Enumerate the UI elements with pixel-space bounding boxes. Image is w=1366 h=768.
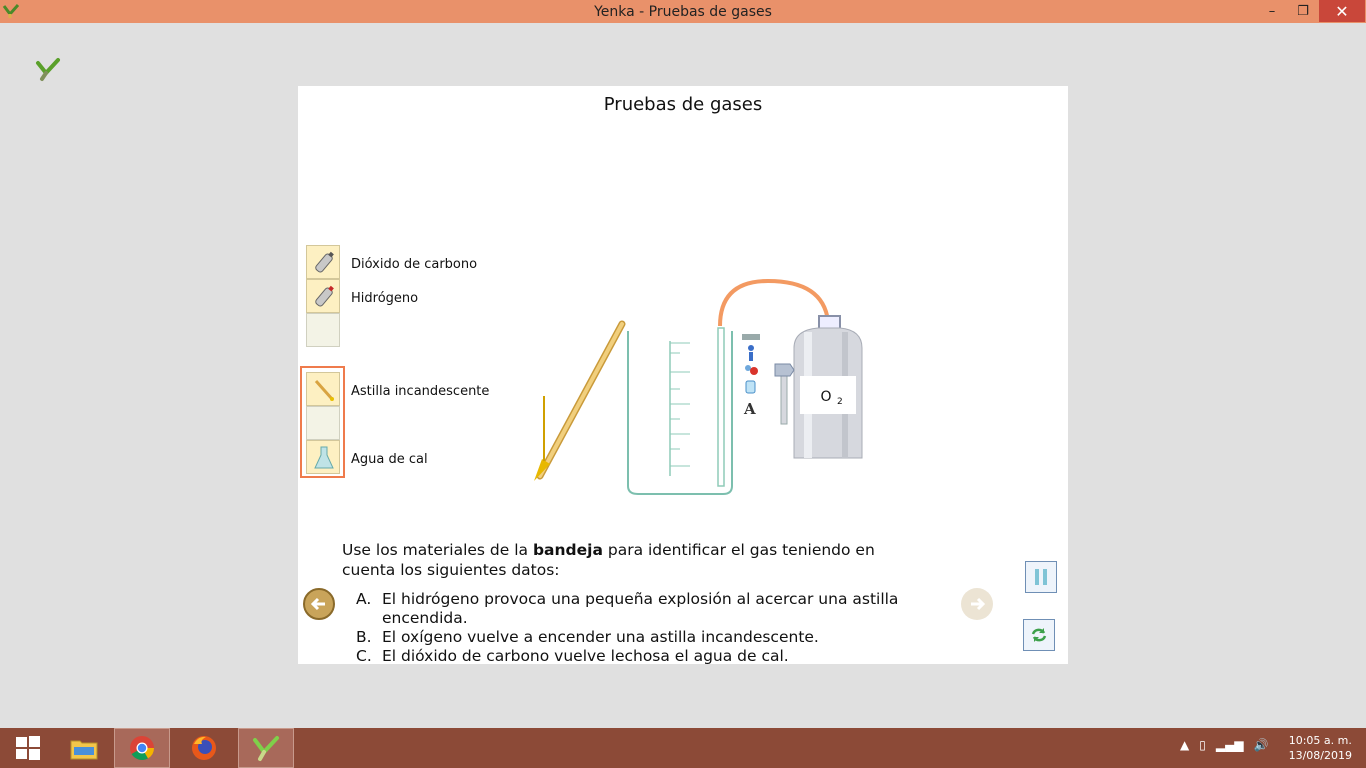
water-trough[interactable] bbox=[628, 331, 732, 494]
close-button[interactable]: ✕ bbox=[1319, 0, 1365, 22]
beaker-icon[interactable] bbox=[746, 381, 755, 393]
gas-cylinder-red-icon bbox=[307, 280, 341, 314]
taskbar-file-explorer[interactable] bbox=[56, 728, 112, 768]
volume-icon[interactable]: 🔊 bbox=[1253, 738, 1269, 752]
tray-slot-splint[interactable] bbox=[306, 372, 340, 406]
flask-icon bbox=[307, 441, 341, 475]
tray-slot-empty-2[interactable] bbox=[306, 406, 340, 440]
tray-label-splint: Astilla incandescente bbox=[351, 384, 490, 399]
title-bar bbox=[0, 0, 1366, 23]
previous-page-button[interactable] bbox=[303, 588, 335, 620]
molecule-icon[interactable] bbox=[745, 365, 751, 371]
minimize-button[interactable]: – bbox=[1268, 3, 1276, 19]
list-item-letter: B. bbox=[356, 628, 372, 646]
info-icon[interactable] bbox=[748, 345, 754, 351]
yenka-icon bbox=[251, 734, 281, 762]
start-button[interactable] bbox=[0, 728, 56, 768]
tray-slot-empty[interactable] bbox=[306, 313, 340, 347]
instructions-text bbox=[342, 540, 932, 580]
taskbar-yenka[interactable] bbox=[238, 728, 294, 768]
next-page-button[interactable] bbox=[961, 588, 993, 620]
window-title: Yenka - Pruebas de gases bbox=[594, 4, 772, 20]
list-item-text: El hidrógeno provoca una pequeña explosión al acercar una astilla encendida. bbox=[382, 590, 899, 627]
taskbar-firefox[interactable] bbox=[176, 728, 232, 768]
measuring-cylinder[interactable] bbox=[670, 341, 690, 476]
show-hidden-icons-icon[interactable]: ▲ bbox=[1180, 738, 1190, 752]
reset-button[interactable] bbox=[1023, 619, 1055, 651]
apparatus-diagram bbox=[528, 276, 888, 496]
system-tray bbox=[1180, 738, 1268, 752]
tray-slot-carbon-dioxide[interactable] bbox=[306, 245, 340, 279]
arrow-right-icon bbox=[967, 594, 987, 614]
object-toolbar bbox=[742, 334, 760, 418]
tray-slot-hydrogen[interactable] bbox=[306, 279, 340, 313]
windows-icon bbox=[15, 735, 41, 761]
gas-cylinder-icon bbox=[307, 246, 341, 280]
refresh-icon bbox=[1029, 625, 1049, 645]
list-item bbox=[356, 628, 946, 647]
instructions-part1: Use los materiales de la bbox=[342, 541, 533, 559]
taskbar bbox=[0, 728, 1366, 768]
arrow-left-icon bbox=[309, 594, 329, 614]
chrome-icon bbox=[128, 734, 156, 762]
hints-list bbox=[356, 590, 946, 664]
firefox-icon bbox=[190, 734, 218, 762]
yenka-logo-icon[interactable] bbox=[34, 55, 62, 83]
signal-strength-icon[interactable]: ▂▄▆ bbox=[1215, 738, 1244, 752]
splint-icon bbox=[307, 373, 341, 407]
tray-label-carbon-dioxide: Dióxido de carbono bbox=[351, 257, 478, 272]
list-item-letter: C. bbox=[356, 647, 372, 664]
oxygen-cylinder[interactable] bbox=[775, 316, 862, 458]
text-icon[interactable]: A bbox=[744, 400, 756, 418]
tray-label-limewater: Agua de cal bbox=[351, 452, 428, 467]
pause-icon bbox=[1031, 567, 1051, 587]
list-item bbox=[356, 647, 946, 664]
list-item-text: El dióxido de carbono vuelve lechosa el agua de cal. bbox=[382, 647, 789, 664]
instructions-bold-word: bandeja bbox=[532, 541, 603, 559]
pause-button[interactable] bbox=[1025, 561, 1057, 593]
folder-icon bbox=[69, 735, 99, 761]
simulation-panel bbox=[298, 86, 1068, 664]
clock-time: 10:05 a. m. bbox=[1288, 734, 1352, 747]
network-device-icon[interactable]: ▯ bbox=[1199, 738, 1206, 752]
tray-label-hydrogen: Hidrógeno bbox=[351, 291, 419, 306]
list-item bbox=[356, 590, 946, 628]
list-item-letter: A. bbox=[356, 590, 372, 608]
list-item-text: El oxígeno vuelve a encender una astilla incandescente. bbox=[382, 628, 819, 646]
clock-date: 13/08/2019 bbox=[1288, 749, 1352, 762]
taskbar-chrome[interactable] bbox=[114, 728, 170, 768]
restore-button[interactable]: ❐ bbox=[1297, 3, 1309, 19]
cylinder-label: O bbox=[820, 389, 832, 405]
page-title: Pruebas de gases bbox=[603, 94, 763, 115]
cylinder-label-subscript: 2 bbox=[837, 397, 843, 407]
tray-slot-limewater[interactable] bbox=[306, 440, 340, 474]
grip-icon[interactable] bbox=[742, 334, 760, 340]
wooden-splint[interactable] bbox=[534, 324, 622, 481]
instructions-part2: para identificar el gas teniendo en cuenta los siguientes datos: bbox=[342, 541, 875, 579]
clock[interactable] bbox=[1289, 733, 1352, 763]
